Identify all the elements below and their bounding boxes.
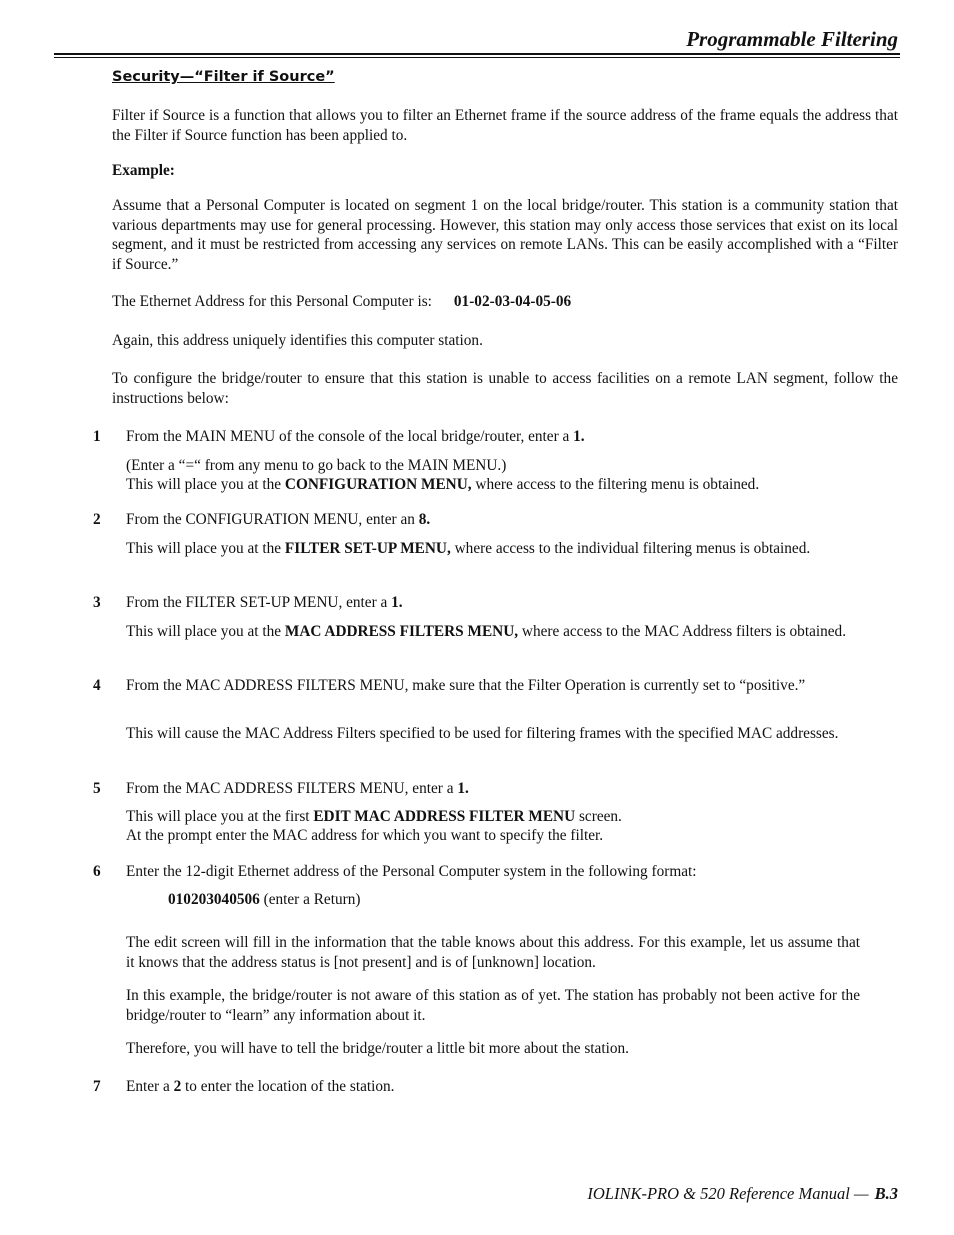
address-format-example: 010203040506 (enter a Return)	[168, 891, 361, 908]
step-result-line2: At the prompt enter the MAC address for which you want to specify the filter.	[126, 827, 604, 844]
configure-paragraph: To configure the bridge/router to ensure that this station is unable to access facilities on a remote LAN segment, follow the instructions below:	[112, 370, 898, 407]
step-number: 3	[93, 594, 101, 611]
address-label: The Ethernet Address for this Personal Computer is:	[112, 293, 432, 310]
intro-paragraph: Filter if Source is a function that allows you to filter an Ethernet frame if the source address of the frame equals the address that the Filter if Source function has been applied to.	[112, 107, 898, 144]
again-paragraph: Again, this address uniquely identifies this computer station.	[112, 332, 483, 349]
step-instruction: From the MAC ADDRESS FILTERS MENU, make sure that the Filter Operation is currently set to “positive.”	[126, 677, 806, 694]
step-number: 5	[93, 780, 101, 797]
page-number: B.3	[874, 1184, 898, 1203]
page-footer	[587, 1184, 898, 1204]
step-note: (Enter a “=“ from any menu to go back to the MAIN MENU.)	[126, 457, 507, 474]
section-heading: Security—“Filter if Source”	[112, 69, 335, 85]
step-paragraph: The edit screen will fill in the information that the table knows about this address. For this example, let us assume that it knows that the address status is [not present] and is of [unknown] location.	[126, 934, 860, 971]
step-number: 2	[93, 511, 101, 528]
step-result: This will place you at the MAC ADDRESS FILTERS MENU, where access to the MAC Address filters is obtained.	[126, 623, 847, 640]
step-number: 1	[93, 428, 101, 445]
step-instruction: From the MAIN MENU of the console of the local bridge/router, enter a 1.	[126, 428, 585, 445]
example-paragraph: Assume that a Personal Computer is located on segment 1 on the local bridge/router. This station is a community station that various departments may use for general processing. However, this station may only access those services that exist on its local segment, and it must be restricted from accessing any services on remote LANs. This can be easily accomplished with a “Filter if Source.”	[112, 197, 898, 273]
step-number: 7	[93, 1078, 101, 1095]
step-result: This will cause the MAC Address Filters specified to be used for filtering frames with the specified MAC addresses.	[126, 725, 839, 742]
step-paragraph: In this example, the bridge/router is not aware of this station as of yet. The station has probably not been active for the bridge/router to “learn” any information about it.	[126, 987, 860, 1024]
step-result: This will place you at the FILTER SET-UP MENU, where access to the individual filtering menus is obtained.	[126, 540, 811, 557]
step-number: 4	[93, 677, 101, 694]
step-result: This will place you at the CONFIGURATION MENU, where access to the filtering menu is obtained.	[126, 476, 760, 493]
step-number: 6	[93, 863, 101, 880]
step-instruction: Enter the 12-digit Ethernet address of the Personal Computer system in the following format:	[126, 863, 697, 880]
page-header-title: Programmable Filtering	[686, 27, 898, 51]
step-instruction: From the MAC ADDRESS FILTERS MENU, enter a 1.	[126, 780, 469, 797]
step-instruction: Enter a 2 to enter the location of the station.	[126, 1078, 395, 1095]
header-rule-thick	[54, 53, 900, 55]
step-instruction: From the FILTER SET-UP MENU, enter a 1.	[126, 594, 403, 611]
step-result: This will place you at the first EDIT MAC ADDRESS FILTER MENU screen.	[126, 808, 622, 825]
footer-manual-title: IOLINK-PRO & 520 Reference Manual —	[587, 1184, 869, 1203]
example-label: Example:	[112, 162, 175, 179]
header-rule-thin	[54, 57, 900, 58]
address-line	[112, 292, 898, 312]
step-instruction: From the CONFIGURATION MENU, enter an 8.	[126, 511, 431, 528]
address-value: 01-02-03-04-05-06	[453, 293, 572, 310]
step-paragraph: Therefore, you will have to tell the bridge/router a little bit more about the station.	[126, 1040, 629, 1057]
